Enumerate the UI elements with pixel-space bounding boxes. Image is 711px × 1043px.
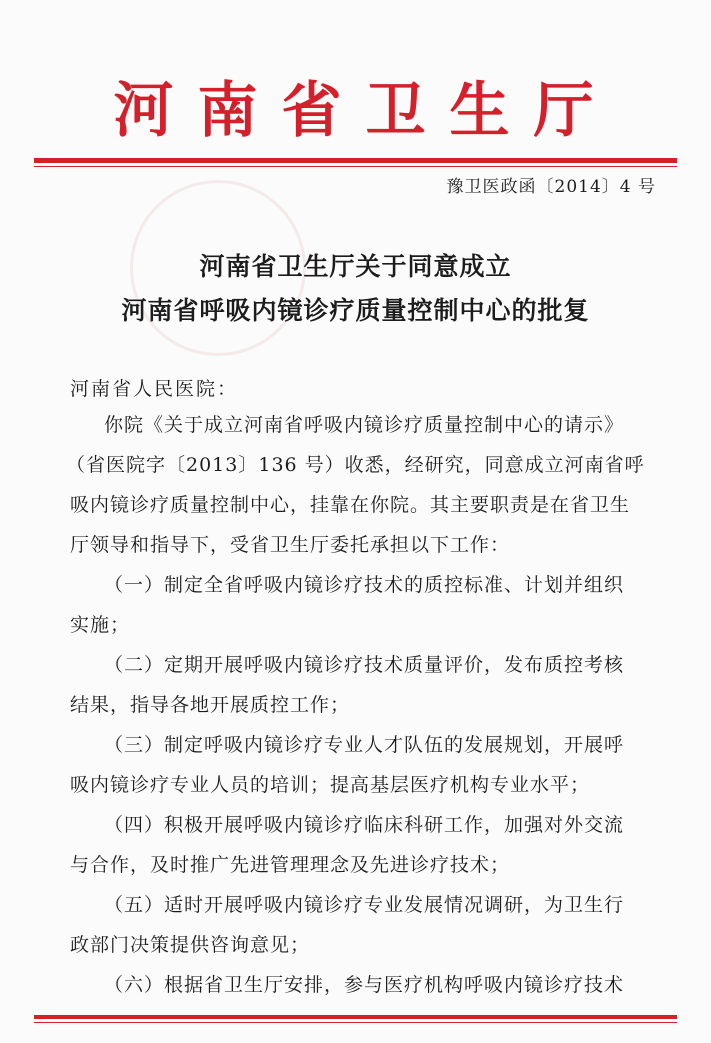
document-title-line-2: 河南省呼吸内镜诊疗质量控制中心的批复	[121, 296, 590, 325]
body-line: （四）积极开展呼吸内镜诊疗临床科研工作，加强对外交流	[104, 814, 625, 836]
body-line: 吸内镜诊疗专业人员的培训；提高基层医疗机构专业水平；	[70, 774, 591, 796]
red-rule-top	[34, 158, 677, 163]
body-line: 吸内镜诊疗质量控制中心，挂靠在你院。其主要职责是在省卫生	[70, 494, 631, 516]
body-line: 结果，指导各地开展质控工作；	[70, 694, 351, 716]
body-line: 与合作，及时推广先进管理理念及先进诊疗技术；	[70, 854, 511, 876]
body-line: （一）制定全省呼吸内镜诊疗技术的质控标准、计划并组织	[104, 574, 625, 596]
document-title-line-1: 河南省卫生厅关于同意成立	[199, 252, 512, 281]
organization-header: 河南省卫生厅	[113, 76, 618, 146]
body-line: 厅领导和指导下，受省卫生厅委托承担以下工作：	[70, 534, 511, 556]
body-line: （省医院字〔2013〕136 号）收悉，经研究，同意成立河南省呼	[66, 454, 645, 476]
body-line: 政部门决策提供咨询意见；	[70, 934, 311, 956]
body-line: （二）定期开展呼吸内镜诊疗技术质量评价，发布质控考核	[104, 654, 625, 676]
body-line: 实施；	[70, 614, 131, 636]
document-number: 豫卫医政函〔2014〕4 号	[446, 177, 656, 197]
body-line: （六）根据省卫生厅安排，参与医疗机构呼吸内镜诊疗技术	[104, 974, 625, 996]
body-line: 你院《关于成立河南省呼吸内镜诊疗质量控制中心的请示》	[104, 414, 625, 436]
body-line: （三）制定呼吸内镜诊疗专业人才队伍的发展规划，开展呼	[104, 734, 625, 756]
red-rule-bottom	[34, 1015, 677, 1019]
body-line: （五）适时开展呼吸内镜诊疗专业发展情况调研，为卫生行	[104, 894, 625, 916]
red-rule-top-thin	[34, 166, 677, 167]
addressee: 河南省人民医院：	[70, 378, 239, 400]
red-rule-bottom-thin	[34, 1022, 677, 1023]
